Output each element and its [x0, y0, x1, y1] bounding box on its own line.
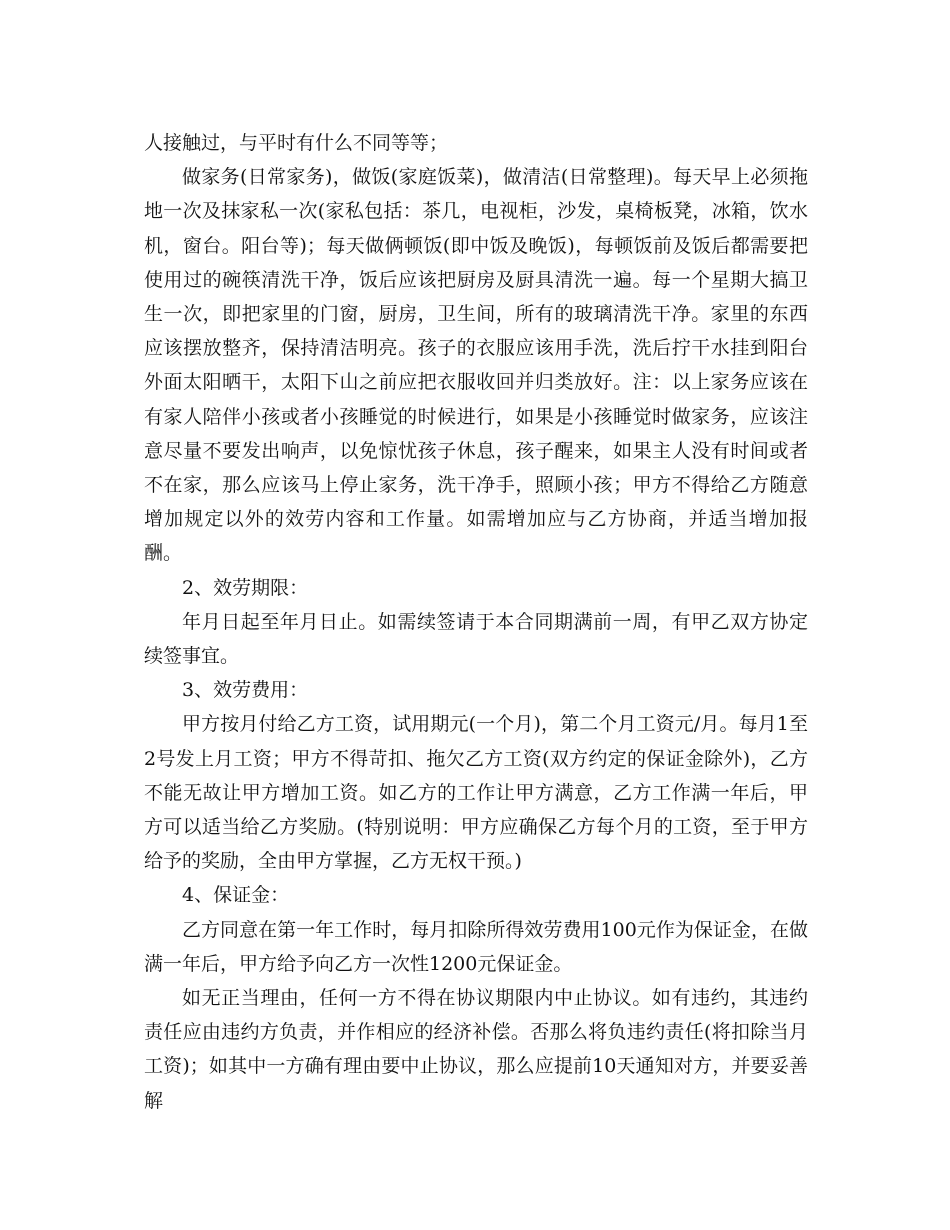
paragraph-housework: 做家务(日常家务)，做饭(家庭饭菜)，做清洁(日常整理)。每天早上必须拖地一次及抹家私一次(家私包括：茶几，电视柜，沙发，桌椅板凳，冰箱，饮水机，窗台。阳台等)；每天做俩顿饭(即中饭及晚饭)，每顿饭前及饭后都需要把使用过的碗筷清洗干净，饭后应该把厨房及厨具清洗一遍。每一个星期大搞卫生一次，即把家里的门窗，厨房，卫生间，所有的玻璃清洗干净。家里的东西应该摆放整齐，保持清洁明亮。孩子的衣服应该用手洗，洗后拧干水挂到阳台外面太阳晒干，太阳下山之前应把衣服收回并归类放好。注：以上家务应该在有家人陪伴小孩或者小孩睡觉的时候进行，如果是小孩睡觉时做家务，应该注意尽量不要发出响声，以免惊忧孩子休息，孩子醒来，如果主人没有时间或者不在家，那么应该马上停止家务，洗干净手，照顾小孩；甲方不得给乙方随意增加规定以外的效劳内容和工作量。如需增加应与乙方协商，并适当增加报酬。: [144, 166, 808, 565]
document-body: [144, 126, 808, 1118]
paragraph-service-fee: 甲方按月付给乙方工资，试用期元(一个月)，第二个月工资元/月。每月1至2号发上月工资；甲方不得苛扣、拖欠乙方工资(双方约定的保证金除外)，乙方不能无故让甲方增加工资。如乙方的工作让甲方满意，乙方工作满一年后，甲方可以适当给乙方奖励。(特别说明：甲方应确保乙方每个月的工资，至于甲方给予的奖励，全由甲方掌握，乙方无权干预。): [144, 713, 808, 873]
paragraph-continuation: 人接触过，与平时有什么不同等等；: [144, 132, 449, 154]
paragraph-service-period: 年月日起至年月日止。如需续签请于本合同期满前一周，有甲乙双方协定续签事宜。: [144, 610, 808, 668]
section-heading-service-period: 2、效劳期限：: [182, 576, 309, 599]
section-heading-deposit: 4、保证金：: [182, 884, 290, 907]
paragraph-termination: 如无正当理由，任何一方不得在协议期限内中止协议。如有违约，其违约责任应由违约方负责，并作相应的经济补偿。否那么将负违约责任(将扣除当月工资)；如其中一方确有理由要中止协议，那么应提前10天通知对方，并要妥善解: [144, 987, 808, 1112]
paragraph-deposit: 乙方同意在第一年工作时，每月扣除所得效劳费用100元作为保证金，在做满一年后，甲方给予向乙方一次性1200元保证金。: [144, 918, 808, 975]
section-heading-service-fee: 3、效劳费用：: [182, 679, 309, 702]
